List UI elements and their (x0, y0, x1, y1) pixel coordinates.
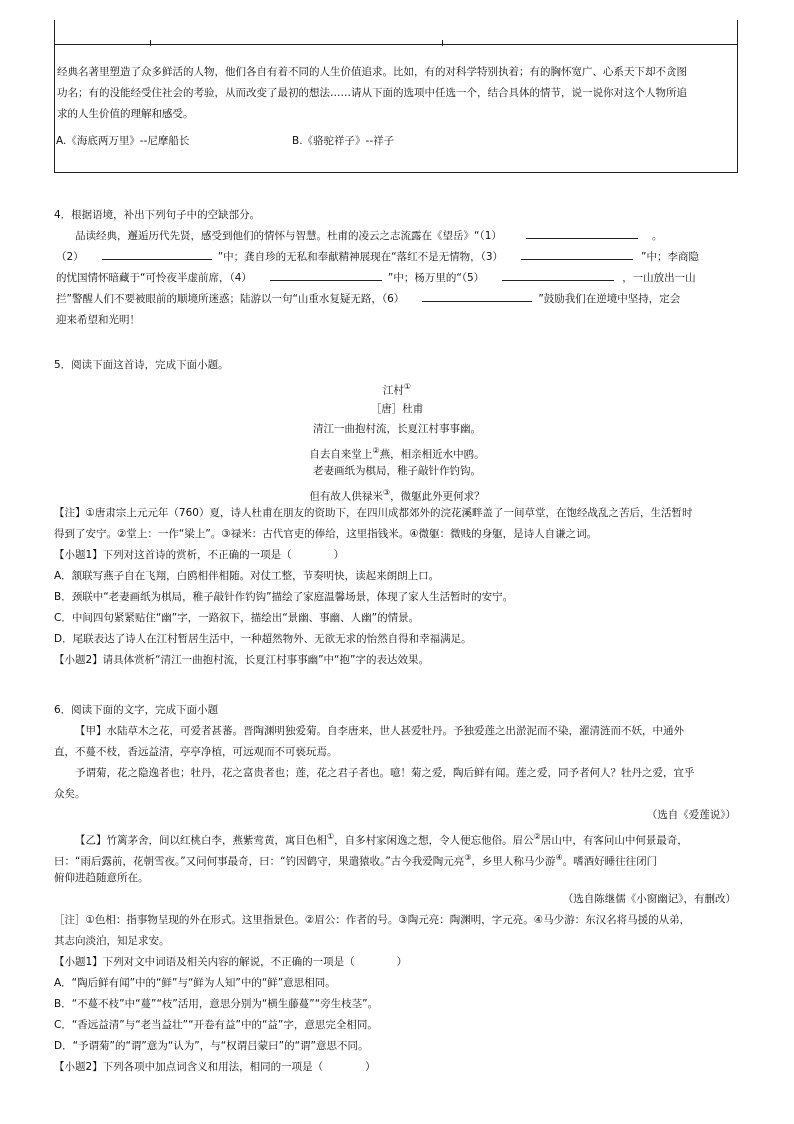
q6-text: 。嗜酒好睡往往闭门 (562, 855, 658, 868)
q6-jia: 【甲】水陆草木之花，可爱者甚蕃。晋陶渊明独爱菊。自李唐来，世人甚爱牡丹。予独爱莲之出淤泥而不染，濯清涟而不妖，中通外 (75, 725, 684, 737)
q5-option-d: D．尾联表达了诗人在江村暂居生活中，一种超然物外、无欲无求的怡然自得和幸福满足。 (54, 633, 472, 645)
q4-line-5: 迎来希望和光明！ (56, 314, 140, 326)
q3-option-a: A.《海底两万里》--尼摩船长 (56, 135, 190, 147)
poem-author: ［唐］杜甫 (370, 403, 424, 415)
footnote-marker: ③ (464, 853, 472, 862)
poem-text: ，微躯此外更何求？ (390, 490, 485, 503)
q6-subquestion-2: 【小题2】下列各项中加点词含义和用法，相同的一项是（ ） (54, 1061, 376, 1073)
poem-text: 自去自来堂上 (309, 448, 373, 461)
q6-stem: 6．阅读下面的文字，完成下面小题 (54, 704, 219, 716)
poem-text: 但有故人供禄米 (309, 490, 383, 503)
q3-line: 经典名著里塑造了众多鲜活的人物，他们各自有着不同的人生价值追求。比如，有的对科学特别执着；有的胸怀宽广、心系天下却不贪图 (57, 66, 687, 78)
q6-text: 居山中，有客问山中何景最奇， (540, 834, 688, 847)
footnote-marker: ② (372, 446, 380, 455)
table-divider (442, 40, 443, 46)
q4-text: 。 (651, 230, 663, 242)
poem-title (0, 376, 794, 402)
footnote-marker: ③ (382, 488, 391, 497)
footnote-marker: ② (533, 832, 541, 841)
q4-text: ”中；李商隐 (641, 251, 699, 263)
q6-yi-source: （选自陈继儒《小窗幽记》，有删改） (562, 893, 736, 905)
q4-text: ，一山放出一山 (622, 272, 696, 284)
q6-text: 【乙】竹篱茅舍，间以红桃白李，燕紫莺黄，寓目色相 (75, 834, 327, 847)
poem-title-text: 江村 (382, 384, 404, 397)
q4-text: 品读经典，邂逅历代先贤，感受到他们的情怀与智慧。杜甫的凌云之志流露在《望岳》“（1） (75, 230, 502, 242)
footnote-marker: ④ (555, 853, 563, 862)
q4-blank-2[interactable] (102, 247, 212, 260)
q6-option-c: C．“香远益清”与“老当益壮”“开卷有益”中的“益”字，意思完全相同。 (54, 1019, 378, 1031)
q6-jia: 众矣。 (54, 788, 86, 800)
q3-passage (57, 62, 733, 125)
q6-jia: 予谓菊，花之隐逸者也；牡丹，花之富贵者也；莲，花之君子者也。噫！菊之爱，陶后鲜有闻。莲之爱，同予者何人？牡丹之爱，宜乎 (75, 767, 695, 779)
q6-note: 其志向淡泊，知足求安。 (54, 935, 170, 947)
q6-jia: 直，不蔓不枝，香远益清，亭亭净植，可远观而不可亵玩焉。 (54, 746, 338, 758)
q4-blank-4[interactable] (270, 268, 382, 281)
q6-yi: 俯仰进趋随意所在。 (54, 872, 149, 884)
q4-line-4 (56, 289, 680, 310)
q6-text: ，乡里人称马少游 (471, 855, 556, 868)
q6-jia-source: （选自《爱莲说》） (646, 809, 736, 821)
q6-option-d: D．“予谓菊”的“谓”意为“认为”，与“权谓吕蒙曰”的“谓”意思不同。 (54, 1040, 369, 1052)
q5-option-a: A．颔联写燕子自在飞翔，白鸥相伴相随。对仗工整，节奏明快，读起来朗朗上口。 (54, 570, 440, 582)
q4-blank-1[interactable] (526, 226, 638, 239)
q6-text: ，自多村家闲逸之想，令人便忘他俗。眉公 (334, 834, 534, 847)
q4-text: 的忧国情怀暗藏于“可怜夜半虚前席，（4） (56, 272, 252, 284)
q4-text: ”中；杨万里的“（5） (387, 272, 485, 284)
q4-stem: 4．根据语境，补出下列句子中的空缺部分。 (54, 209, 261, 221)
q4-text: 拦”警醒人们不要被眼前的顺境所迷惑；陆游以一句“山重水复疑无路，（6） (56, 293, 405, 305)
q4-text: ”中；龚自珍的无私和奉献精神展现在“落红不是无情物，（3） (217, 251, 503, 263)
q3-line: 功名；有的没能经受住社会的考验，从而改变了最初的想法……请从下面的选项中任选一个，结合具体的情节，说一说你对这个人物所追 (57, 87, 687, 99)
q5-note: 【注】①唐肃宗上元元年（760）夏，诗人杜甫在朋友的资助下，在四川成都郊外的浣花溪畔盖了一间草堂，在饱经战乱之苦后，生活暂时 (54, 507, 693, 519)
poem-text: 燕，相亲相近水中鸥。 (379, 448, 485, 461)
q6-option-b: B．“不蔓不枝”中“蔓”“枝”活用，意思分别为“横生藤蔓”“旁生枝茎”。 (54, 998, 379, 1010)
q4-line-1 (75, 226, 662, 247)
q4-line-3 (56, 268, 696, 289)
q4-blank-5[interactable] (502, 268, 614, 281)
q5-option-b: B．颈联中“老妻画纸为棋局，稚子敲针作钓钩”描绘了家庭温馨场景，体现了家人生活暂时的安宁。 (54, 591, 514, 603)
q6-subquestion-1: 【小题1】下列对文中词语及相关内容的解说，不正确的一项是（ ） (54, 956, 408, 968)
table-row-line (55, 44, 737, 45)
q5-subquestion-1: 【小题1】下列对这首诗的赏析，不正确的一项是（ ） (54, 549, 345, 561)
q5-note: 得到了安宁。②堂上：一作“梁上”。③禄米：古代官吏的俸给，这里指钱米。④微躯：微贱的身躯，是诗人自谦之词。 (54, 528, 598, 540)
q5-stem: 5．阅读下面这首诗，完成下面小题。 (54, 359, 229, 371)
poem-line: 老妻画纸为棋局，稚子敲针作钓钩。 (313, 465, 481, 477)
footnote-marker: ① (327, 832, 335, 841)
q4-text: ”鼓励我们在逆境中坚持，定会 (538, 293, 681, 305)
q4-line-2 (56, 247, 699, 268)
footnote-marker: ① (403, 382, 412, 391)
q6-text: 曰：“雨后露前，花朝雪夜。”又问何事最奇，曰：“钓因鹤守，果遣猿收。”古今我爱陶元亮 (54, 855, 465, 868)
q5-subquestion-2: 【小题2】请具体赏析“清江一曲抱村流，长夏江村事事幽”中“抱”字的表达效果。 (54, 654, 429, 666)
q4-blank-6[interactable] (422, 289, 532, 302)
poem-line: 清江一曲抱村流，长夏江村事事幽。 (313, 423, 481, 435)
q3-line: 求的人生价值的理解和感受。 (57, 108, 194, 120)
q5-option-c: C．中间四句紧紧贴住“幽”字，一路叙下，描绘出“景幽、事幽、人幽”的情景。 (54, 612, 420, 624)
table-divider (150, 40, 151, 46)
q3-option-b: B.《骆驼祥子》--祥子 (292, 135, 395, 147)
q4-text: （2） (56, 251, 84, 263)
q6-note: ［注］①色相：指事物呈现的外在形式。这里指景色。②眉公：作者的号。③陶元亮：陶渊明，字元亮。④马少游：东汉名将马援的从弟， (54, 914, 691, 926)
q4-blank-3[interactable] (521, 247, 633, 260)
q6-option-a: A．“陶后鲜有闻”中的“鲜”与“鲜为人知”中的“鲜”意思相同。 (54, 977, 336, 989)
